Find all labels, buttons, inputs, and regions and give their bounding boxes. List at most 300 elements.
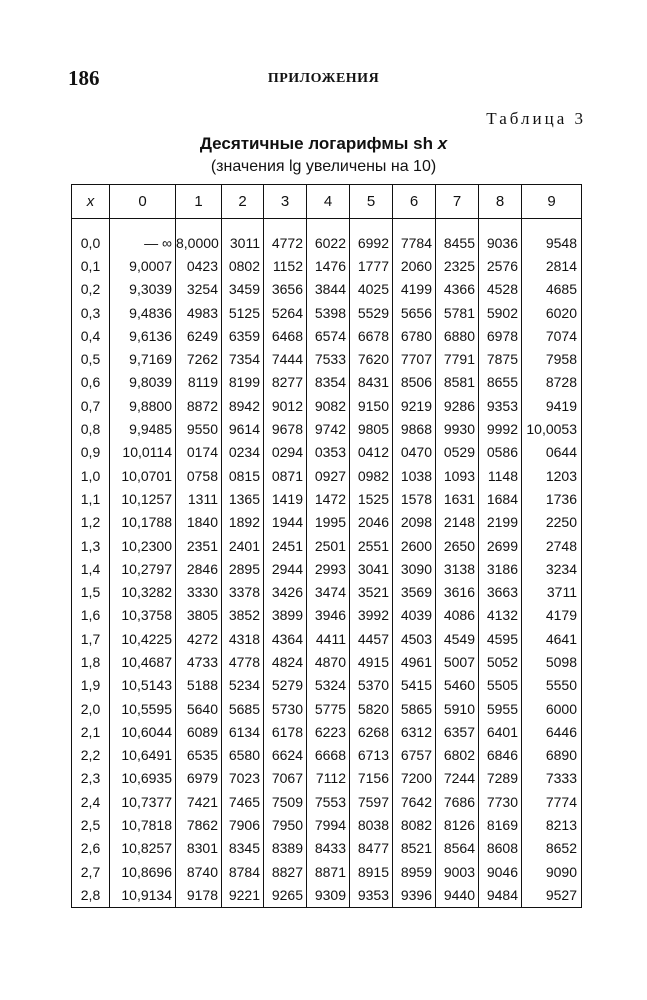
table-cell: 5730 (264, 697, 307, 720)
table-cell: 8827 (264, 860, 307, 883)
row-argument-cell: 0,2 (72, 278, 110, 301)
table-cell: 4528 (479, 278, 522, 301)
table-cell: 7354 (222, 347, 264, 370)
table-cell: 3946 (307, 604, 350, 627)
table-cell: 8389 (264, 837, 307, 860)
table-cell: 6268 (350, 720, 393, 743)
table-cell: 10,4687 (110, 650, 176, 673)
table-row (72, 511, 582, 534)
table-cell: 9,3039 (110, 278, 176, 301)
table-cell: 0982 (350, 464, 393, 487)
table-cell: 9930 (436, 417, 479, 440)
table-cell: 3656 (264, 278, 307, 301)
table-cell: 7067 (264, 767, 307, 790)
table-cell: 3426 (264, 580, 307, 603)
row-argument-cell: 1,2 (72, 511, 110, 534)
table-cell: 3378 (222, 580, 264, 603)
row-argument-cell: 0,1 (72, 254, 110, 277)
table-cell: 1476 (307, 254, 350, 277)
table-cell: 7862 (176, 813, 222, 836)
table-cell: 6757 (393, 744, 436, 767)
table-cell: 3616 (436, 580, 479, 603)
table-row (72, 604, 582, 627)
table-cell: 9090 (522, 860, 582, 883)
table-cell: 1840 (176, 511, 222, 534)
table-cell: 7262 (176, 347, 222, 370)
table-cell: 9309 (307, 883, 350, 907)
table-cell: 8581 (436, 371, 479, 394)
table-cell: 6357 (436, 720, 479, 743)
table-cell: 4641 (522, 627, 582, 650)
table-cell: 4199 (393, 278, 436, 301)
row-argument-cell: 1,8 (72, 650, 110, 673)
header-cell-5: 4 (307, 185, 350, 219)
row-argument-cell: 2,8 (72, 883, 110, 907)
table-cell: 2351 (176, 534, 222, 557)
table-cell: 8942 (222, 394, 264, 417)
table-row (72, 837, 582, 860)
table-cell: 10,8696 (110, 860, 176, 883)
table-cell: 3186 (479, 557, 522, 580)
table-cell: 5902 (479, 301, 522, 324)
table-cell: 6249 (176, 324, 222, 347)
table-row (72, 627, 582, 650)
table-title-text: Десятичные логарифмы sh (199, 134, 438, 153)
table-cell: 7958 (522, 347, 582, 370)
table-row (72, 720, 582, 743)
table-cell: 9,4836 (110, 301, 176, 324)
header-cell-9: 8 (479, 185, 522, 219)
row-argument-cell: 2,5 (72, 813, 110, 836)
table-cell: 8277 (264, 371, 307, 394)
table-row (72, 417, 582, 440)
table-cell: 3041 (350, 557, 393, 580)
table-cell: 7156 (350, 767, 393, 790)
table-cell: 1203 (522, 464, 582, 487)
table-cell: 5955 (479, 697, 522, 720)
table-cell: 9178 (176, 883, 222, 907)
table-cell: 9036 (479, 219, 522, 255)
table-cell: 7875 (479, 347, 522, 370)
table-cell: 2944 (264, 557, 307, 580)
table-cell: 5324 (307, 674, 350, 697)
table-cell: 1684 (479, 487, 522, 510)
table-cell: 2846 (176, 557, 222, 580)
row-argument-cell: 2,0 (72, 697, 110, 720)
table-cell: 3138 (436, 557, 479, 580)
table-cell: 6668 (307, 744, 350, 767)
table-cell: 9150 (350, 394, 393, 417)
table-cell: 9003 (436, 860, 479, 883)
table-cell: 4039 (393, 604, 436, 627)
table-cell: 7906 (222, 813, 264, 836)
header-cell-x: x (72, 185, 110, 219)
table-cell: 0423 (176, 254, 222, 277)
row-argument-cell: 1,6 (72, 604, 110, 627)
table-cell: 5125 (222, 301, 264, 324)
table-cell: 1944 (264, 511, 307, 534)
table-cell: 8784 (222, 860, 264, 883)
table-cell: 1777 (350, 254, 393, 277)
table-cell: 6468 (264, 324, 307, 347)
table-header (72, 185, 582, 219)
table-cell: 6979 (176, 767, 222, 790)
table-cell: 9,8039 (110, 371, 176, 394)
table-cell: 8564 (436, 837, 479, 860)
table-cell: 4983 (176, 301, 222, 324)
table-row (72, 697, 582, 720)
table-cell: 6890 (522, 744, 582, 767)
table-cell: 3899 (264, 604, 307, 627)
table-cell: 7533 (307, 347, 350, 370)
table-cell: 4457 (350, 627, 393, 650)
table-cell: 2060 (393, 254, 436, 277)
table-cell: 8301 (176, 837, 222, 860)
table-cell: 5460 (436, 674, 479, 697)
table-row (72, 883, 582, 907)
table-cell: 3330 (176, 580, 222, 603)
row-argument-cell: 2,6 (72, 837, 110, 860)
table-row (72, 744, 582, 767)
table-cell: 5007 (436, 650, 479, 673)
table-cell: 3711 (522, 580, 582, 603)
table-cell: 7333 (522, 767, 582, 790)
table-cell: 9286 (436, 394, 479, 417)
table-cell: 0529 (436, 441, 479, 464)
table-cell: 5505 (479, 674, 522, 697)
table-cell: 1038 (393, 464, 436, 487)
table-cell: 1631 (436, 487, 479, 510)
table-cell: 0644 (522, 441, 582, 464)
table-cell: 5910 (436, 697, 479, 720)
row-argument-cell: 0,7 (72, 394, 110, 417)
table-cell: 3459 (222, 278, 264, 301)
table-cell: 8354 (307, 371, 350, 394)
table-cell: 6089 (176, 720, 222, 743)
table-cell: 1995 (307, 511, 350, 534)
table-cell: 4870 (307, 650, 350, 673)
table-cell: 0353 (307, 441, 350, 464)
table-cell: 5550 (522, 674, 582, 697)
table-cell: 9,8800 (110, 394, 176, 417)
table-cell: 4179 (522, 604, 582, 627)
table-cell: 1148 (479, 464, 522, 487)
table-cell: 3234 (522, 557, 582, 580)
table-cell: 4961 (393, 650, 436, 673)
table-cell: 3805 (176, 604, 222, 627)
row-argument-cell: 0,4 (72, 324, 110, 347)
table-row (72, 464, 582, 487)
table-cell: 4366 (436, 278, 479, 301)
table-cell: 1578 (393, 487, 436, 510)
table-cell: 8959 (393, 860, 436, 883)
table-cell: 8126 (436, 813, 479, 836)
table-body (72, 219, 582, 908)
table-cell: 7730 (479, 790, 522, 813)
table-cell: 6678 (350, 324, 393, 347)
table-cell: 6574 (307, 324, 350, 347)
table-cell: 7620 (350, 347, 393, 370)
table-row (72, 580, 582, 603)
table-row (72, 394, 582, 417)
table-cell: 4364 (264, 627, 307, 650)
table-cell: 8506 (393, 371, 436, 394)
table-cell: 4318 (222, 627, 264, 650)
table-cell: 9527 (522, 883, 582, 907)
table-cell: 7994 (307, 813, 350, 836)
table-cell: 9868 (393, 417, 436, 440)
table-cell: 6992 (350, 219, 393, 255)
table-cell: 8872 (176, 394, 222, 417)
table-row (72, 767, 582, 790)
table-cell: 7509 (264, 790, 307, 813)
table-row (72, 860, 582, 883)
table-cell: 9353 (350, 883, 393, 907)
table-row (72, 650, 582, 673)
table-cell: 8477 (350, 837, 393, 860)
table-cell: 4132 (479, 604, 522, 627)
table-cell: 10,5595 (110, 697, 176, 720)
table-cell: 2650 (436, 534, 479, 557)
table-cell: 9012 (264, 394, 307, 417)
table-cell: 5656 (393, 301, 436, 324)
table-cell: 6880 (436, 324, 479, 347)
table-cell: 0470 (393, 441, 436, 464)
table-cell: 2814 (522, 254, 582, 277)
table-label: Таблица 3 (486, 109, 586, 128)
table-cell: 3992 (350, 604, 393, 627)
table-cell: 8169 (479, 813, 522, 836)
logarithm-table (71, 184, 582, 908)
table-cell: 10,2300 (110, 534, 176, 557)
row-argument-cell: 1,5 (72, 580, 110, 603)
row-argument-cell: 1,4 (72, 557, 110, 580)
table-cell: 2250 (522, 511, 582, 534)
table-cell: 8740 (176, 860, 222, 883)
row-argument-cell: 2,1 (72, 720, 110, 743)
table-row (72, 790, 582, 813)
table-cell: 5264 (264, 301, 307, 324)
table-cell: 6713 (350, 744, 393, 767)
table-cell: 7074 (522, 324, 582, 347)
table-cell: 5640 (176, 697, 222, 720)
table-cell: 2576 (479, 254, 522, 277)
table-cell: 10,0053 (522, 417, 582, 440)
table-cell: 4778 (222, 650, 264, 673)
table-cell: 5370 (350, 674, 393, 697)
header-cell-7: 6 (393, 185, 436, 219)
header-cell-10: 9 (522, 185, 582, 219)
table-row (72, 347, 582, 370)
table-subtitle: (значения lg увеличены на 10) (210, 158, 437, 175)
table-cell: 8455 (436, 219, 479, 255)
page-number: 186 (68, 66, 100, 90)
table-cell: 4772 (264, 219, 307, 255)
table-cell: 5188 (176, 674, 222, 697)
table-cell: 2199 (479, 511, 522, 534)
table-cell: 8433 (307, 837, 350, 860)
table-cell: 4549 (436, 627, 479, 650)
table-cell: 7289 (479, 767, 522, 790)
table-cell: 2895 (222, 557, 264, 580)
table-cell: 0412 (350, 441, 393, 464)
table-cell: 2098 (393, 511, 436, 534)
table-cell: 5775 (307, 697, 350, 720)
table-cell: 1525 (350, 487, 393, 510)
table-cell: 10,1788 (110, 511, 176, 534)
table-cell: 7791 (436, 347, 479, 370)
table-cell: 1736 (522, 487, 582, 510)
table-cell: 1472 (307, 487, 350, 510)
table-cell: 8652 (522, 837, 582, 860)
table-cell: 9,9485 (110, 417, 176, 440)
table-cell: 7023 (222, 767, 264, 790)
table-cell: 6978 (479, 324, 522, 347)
table-cell: 2993 (307, 557, 350, 580)
table-cell: 4025 (350, 278, 393, 301)
table-cell: 10,6044 (110, 720, 176, 743)
table-cell: 5279 (264, 674, 307, 697)
table-cell: 8608 (479, 837, 522, 860)
row-argument-cell: 0,3 (72, 301, 110, 324)
table-cell: 10,3758 (110, 604, 176, 627)
table-cell: 7686 (436, 790, 479, 813)
table-cell: 8728 (522, 371, 582, 394)
table-cell: 10,6491 (110, 744, 176, 767)
table-cell: 2501 (307, 534, 350, 557)
table-cell: 2748 (522, 534, 582, 557)
table-cell: 9,0007 (110, 254, 176, 277)
table-cell: 2325 (436, 254, 479, 277)
table-cell: 7244 (436, 767, 479, 790)
row-argument-cell: 1,7 (72, 627, 110, 650)
table-cell: 8199 (222, 371, 264, 394)
table-cell: 8,0000 (176, 219, 222, 255)
table-cell: 9678 (264, 417, 307, 440)
table-cell: 10,1257 (110, 487, 176, 510)
table-cell: 8521 (393, 837, 436, 860)
row-argument-cell: 2,4 (72, 790, 110, 813)
table-row (72, 813, 582, 836)
table-cell: 1152 (264, 254, 307, 277)
table-cell: 6624 (264, 744, 307, 767)
header-row (72, 185, 582, 219)
table-cell: 6846 (479, 744, 522, 767)
table-cell: 7784 (393, 219, 436, 255)
table-cell: 7444 (264, 347, 307, 370)
header-cell-8: 7 (436, 185, 479, 219)
table-cell: 10,7377 (110, 790, 176, 813)
table-cell: 5529 (350, 301, 393, 324)
table-cell: 5685 (222, 697, 264, 720)
table-cell: 2046 (350, 511, 393, 534)
row-argument-cell: 1,0 (72, 464, 110, 487)
table-title (0, 134, 647, 154)
table-cell: 10,8257 (110, 837, 176, 860)
table-cell: 9265 (264, 883, 307, 907)
table-cell: — ∞ (110, 219, 176, 255)
table-cell: 9219 (393, 394, 436, 417)
header-cell-1: 0 (110, 185, 176, 219)
table-cell: 9550 (176, 417, 222, 440)
table-cell: 0234 (222, 441, 264, 464)
table-cell: 6312 (393, 720, 436, 743)
table-cell: 6022 (307, 219, 350, 255)
table-cell: 2451 (264, 534, 307, 557)
table-cell: 4272 (176, 627, 222, 650)
table-cell: 5052 (479, 650, 522, 673)
table-cell: 10,5143 (110, 674, 176, 697)
row-argument-cell: 0,9 (72, 441, 110, 464)
table-cell: 6223 (307, 720, 350, 743)
row-argument-cell: 2,7 (72, 860, 110, 883)
table-cell: 7950 (264, 813, 307, 836)
table-cell: 9353 (479, 394, 522, 417)
table-cell: 10,3282 (110, 580, 176, 603)
table-cell: 1093 (436, 464, 479, 487)
table-cell: 3663 (479, 580, 522, 603)
table-cell: 6401 (479, 720, 522, 743)
table-cell: 4595 (479, 627, 522, 650)
row-argument-cell: 2,3 (72, 767, 110, 790)
table-cell: 8655 (479, 371, 522, 394)
table-cell: 9046 (479, 860, 522, 883)
table-cell: 8038 (350, 813, 393, 836)
table-cell: 6535 (176, 744, 222, 767)
table-cell: 3844 (307, 278, 350, 301)
row-argument-cell: 0,0 (72, 219, 110, 255)
table-cell: 8431 (350, 371, 393, 394)
row-argument-cell: 1,3 (72, 534, 110, 557)
table-cell: 6020 (522, 301, 582, 324)
table-cell: 10,6935 (110, 767, 176, 790)
table-cell: 9082 (307, 394, 350, 417)
table-cell: 9548 (522, 219, 582, 255)
table-cell: 6780 (393, 324, 436, 347)
table-cell: 6178 (264, 720, 307, 743)
table-cell: 9,6136 (110, 324, 176, 347)
table-cell: 2551 (350, 534, 393, 557)
table-cell: 9440 (436, 883, 479, 907)
table-row (72, 557, 582, 580)
table-cell: 6134 (222, 720, 264, 743)
table-cell: 6000 (522, 697, 582, 720)
table-cell: 1419 (264, 487, 307, 510)
table-cell: 4685 (522, 278, 582, 301)
table-cell: 7642 (393, 790, 436, 813)
table-row (72, 674, 582, 697)
table-row (72, 254, 582, 277)
table-cell: 0802 (222, 254, 264, 277)
table-cell: 2148 (436, 511, 479, 534)
table-cell: 0586 (479, 441, 522, 464)
table-cell: 6446 (522, 720, 582, 743)
table-cell: 9742 (307, 417, 350, 440)
row-argument-cell: 0,8 (72, 417, 110, 440)
table-cell: 3569 (393, 580, 436, 603)
table-cell: 8082 (393, 813, 436, 836)
table-row (72, 301, 582, 324)
table-cell: 5098 (522, 650, 582, 673)
table-cell: 2600 (393, 534, 436, 557)
table-cell: 9614 (222, 417, 264, 440)
table-cell: 4733 (176, 650, 222, 673)
running-head: ПРИЛОЖЕНИЯ (267, 71, 380, 86)
table-cell: 9805 (350, 417, 393, 440)
table-row (72, 219, 582, 255)
table-cell: 7597 (350, 790, 393, 813)
table-cell: 9,7169 (110, 347, 176, 370)
